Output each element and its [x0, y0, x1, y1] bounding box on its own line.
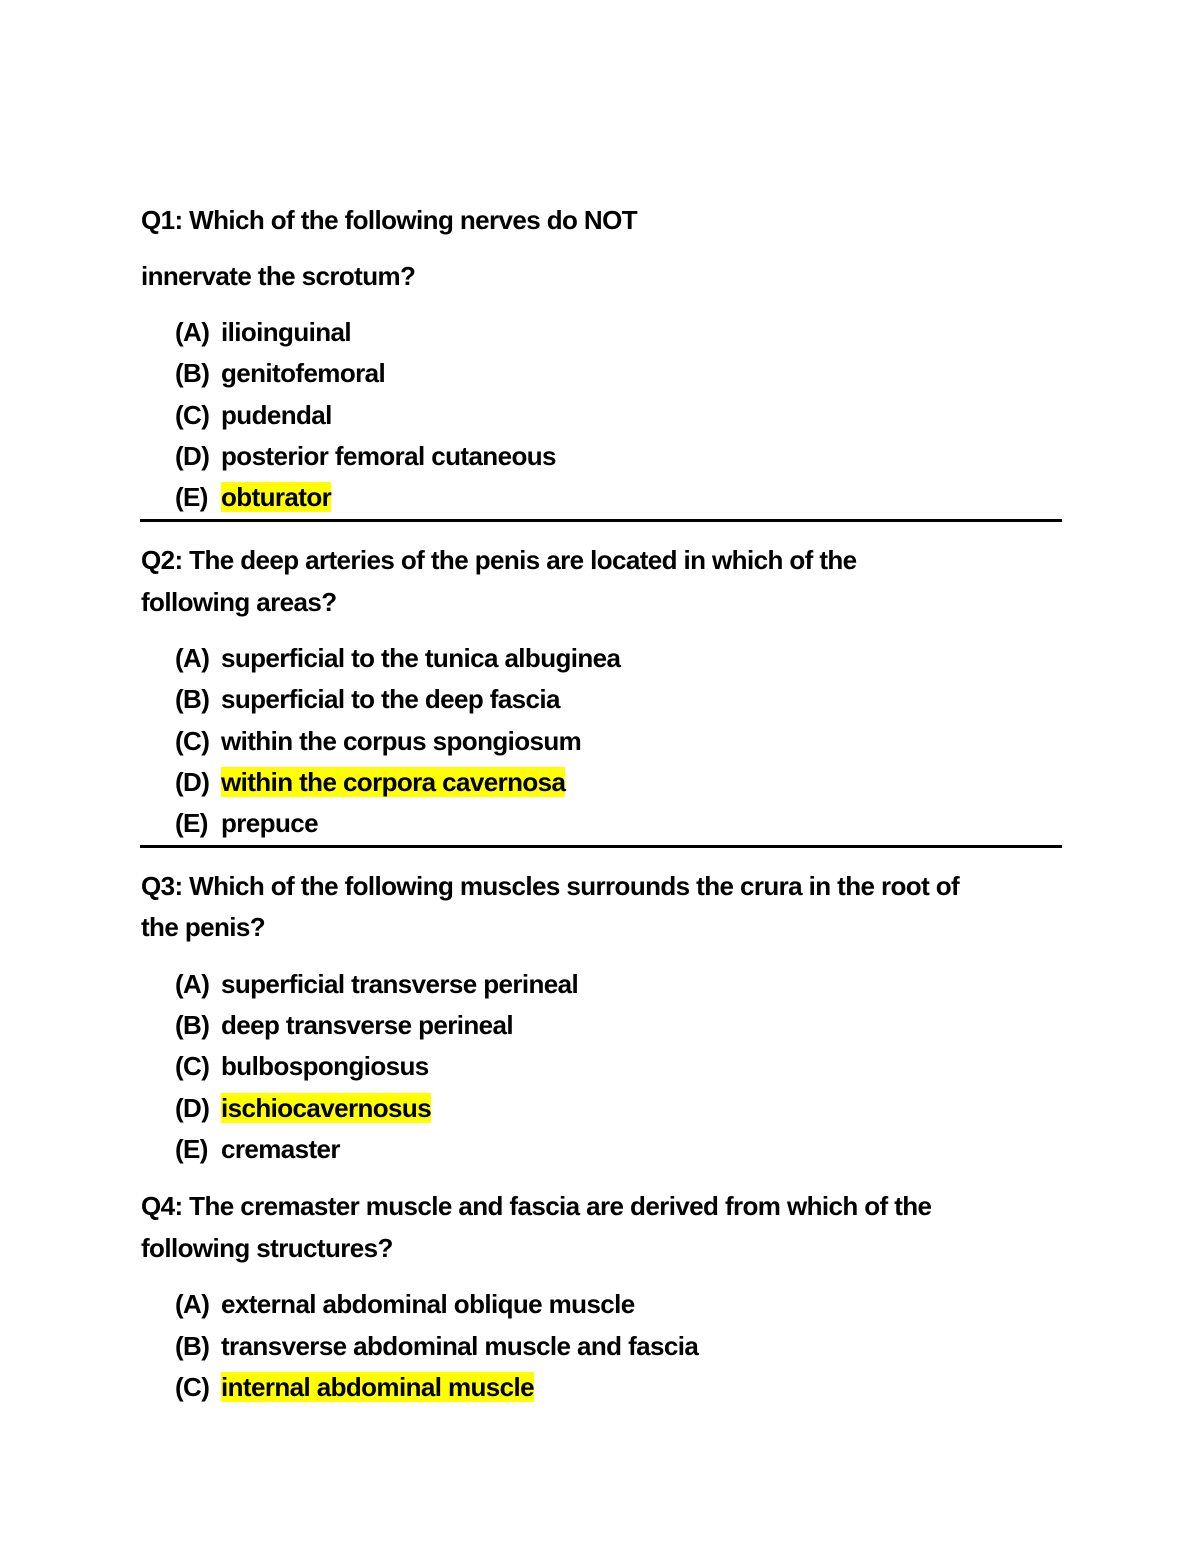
question-divider [140, 845, 1062, 848]
question-4-stem-line-2: following structures? [141, 1233, 393, 1263]
question-1-option-a [175, 315, 351, 349]
option-text: cremaster [221, 1134, 340, 1164]
option-text: ilioinguinal [221, 317, 352, 347]
option-letter: (E) [175, 1134, 208, 1164]
question-3-option-e [175, 1132, 340, 1166]
question-1-option-b [175, 356, 385, 390]
question-2-option-c [175, 724, 581, 758]
option-text: within the corpus spongiosum [221, 726, 582, 756]
question-1-option-c [175, 398, 332, 432]
option-letter: (E) [175, 482, 208, 512]
question-2-stem-line-1: Q2: The deep arteries of the penis are located in which of the [141, 545, 857, 575]
question-1-option-e [175, 480, 331, 514]
option-letter: (B) [175, 1010, 210, 1040]
option-letter: (D) [175, 441, 210, 471]
question-1-stem-line-1: Q1: Which of the following nerves do NOT [141, 205, 638, 235]
question-divider [140, 519, 1062, 522]
option-text: prepuce [221, 808, 318, 838]
question-3-stem-line-1: Q3: Which of the following muscles surrounds the crura in the root of [141, 871, 960, 901]
option-letter: (D) [175, 1093, 210, 1123]
option-text: genitofemoral [221, 358, 386, 388]
question-1-stem-line-2: innervate the scrotum? [141, 261, 416, 291]
option-text: external abdominal oblique muscle [221, 1289, 635, 1319]
option-letter: (B) [175, 684, 210, 714]
option-text: deep transverse perineal [221, 1010, 513, 1040]
option-letter: (B) [175, 358, 210, 388]
question-4-option-b [175, 1329, 698, 1363]
question-3-option-d [175, 1091, 431, 1125]
question-2-option-d [175, 765, 565, 799]
option-text: superficial transverse perineal [221, 969, 579, 999]
option-letter: (A) [175, 643, 210, 673]
question-2-stem-line-2: following areas? [141, 587, 337, 617]
question-2-option-e [175, 806, 318, 840]
question-4-option-a [175, 1287, 635, 1321]
question-3-stem-line-2: the penis? [141, 912, 266, 942]
option-letter: (D) [175, 767, 210, 797]
correct-answer-highlight: within the corpora cavernosa [221, 767, 566, 797]
correct-answer-highlight: obturator [221, 482, 332, 512]
option-letter: (A) [175, 1289, 210, 1319]
option-text: superficial to the tunica albuginea [221, 643, 621, 673]
question-3-option-c [175, 1049, 429, 1083]
question-2-option-b [175, 682, 560, 716]
option-text: posterior femoral cutaneous [221, 441, 556, 471]
question-4-stem-line-1: Q4: The cremaster muscle and fascia are derived from which of the [141, 1191, 932, 1221]
option-text: pudendal [221, 400, 332, 430]
question-2-option-a [175, 641, 620, 675]
question-3-option-b [175, 1008, 513, 1042]
question-4-option-c [175, 1370, 534, 1404]
question-1-option-d [175, 439, 556, 473]
option-letter: (C) [175, 1051, 210, 1081]
option-letter: (C) [175, 1372, 210, 1402]
option-letter: (C) [175, 726, 210, 756]
option-text: transverse abdominal muscle and fascia [221, 1331, 699, 1361]
option-letter: (A) [175, 317, 210, 347]
question-3-option-a [175, 967, 578, 1001]
option-letter: (B) [175, 1331, 210, 1361]
option-letter: (E) [175, 808, 208, 838]
option-letter: (C) [175, 400, 210, 430]
option-letter: (A) [175, 969, 210, 999]
option-text: bulbospongiosus [221, 1051, 429, 1081]
correct-answer-highlight: ischiocavernosus [221, 1093, 432, 1123]
option-text: superficial to the deep fascia [221, 684, 560, 714]
correct-answer-highlight: internal abdominal muscle [221, 1372, 534, 1402]
